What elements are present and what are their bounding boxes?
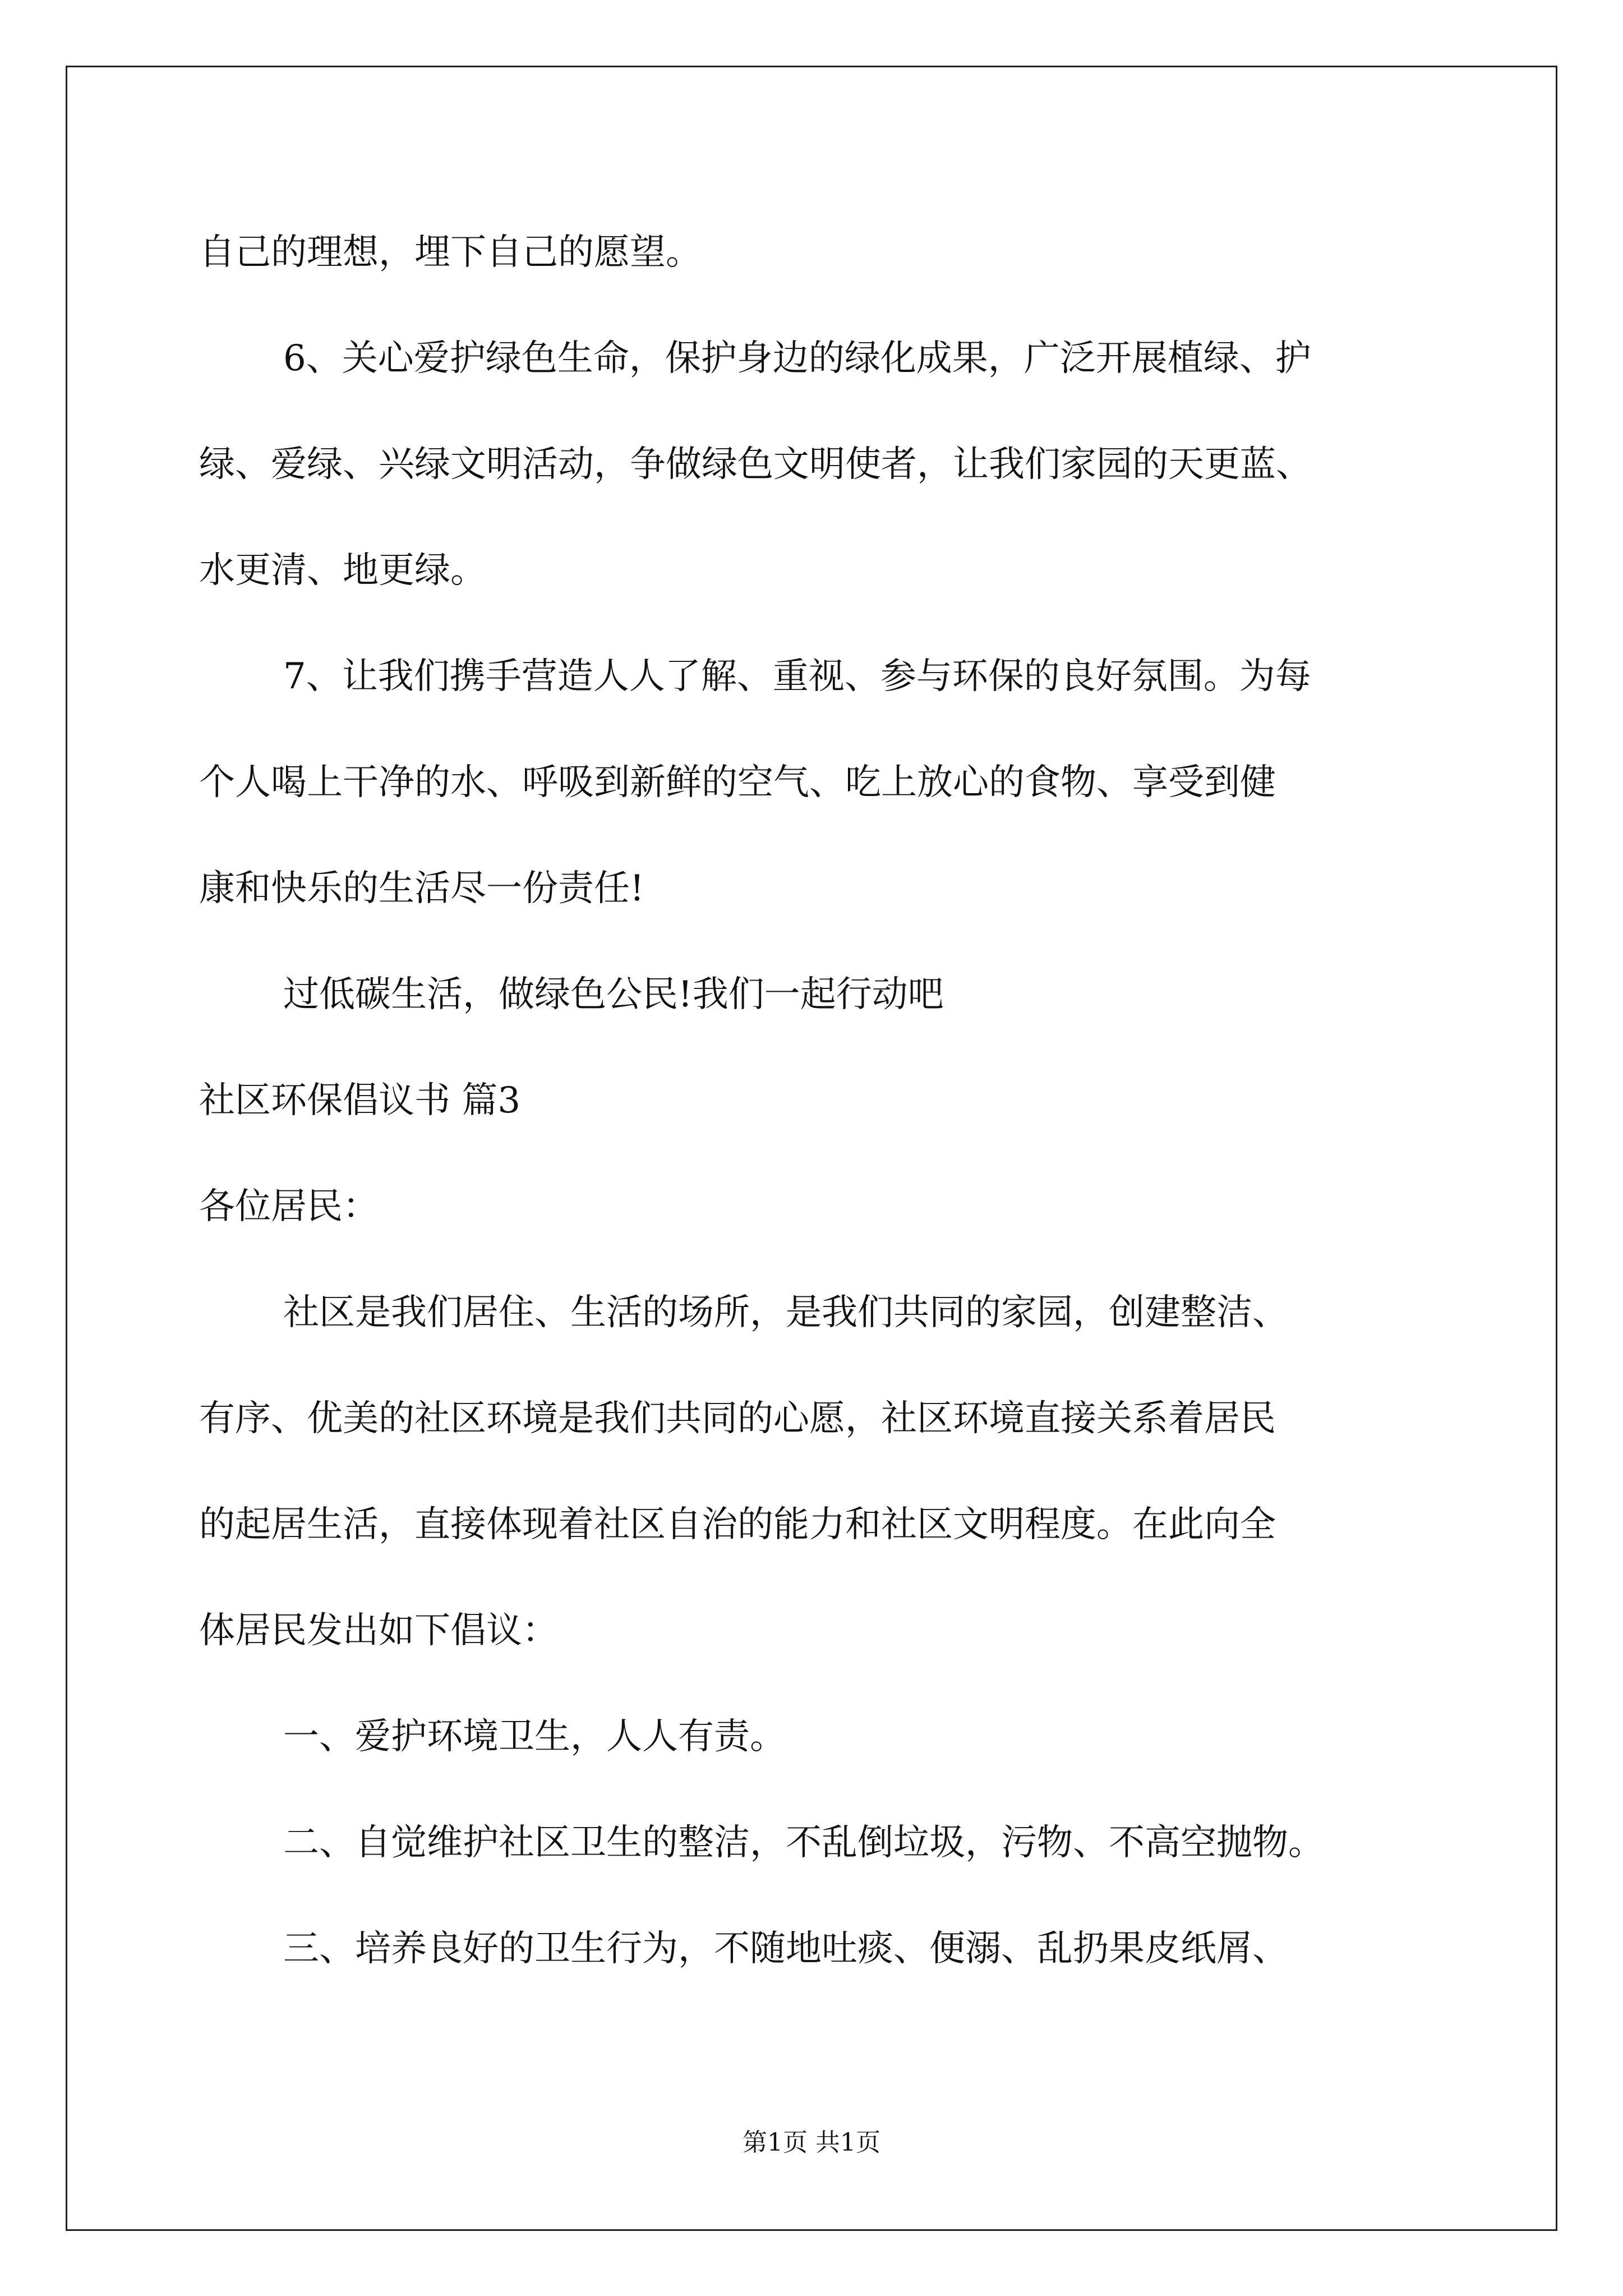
intro-line-3: 的起居生活，直接体现着社区自治的能力和社区文明程度。在此向全 bbox=[199, 1504, 1276, 1545]
page-footer: 第1页 共1页 bbox=[743, 2128, 880, 2157]
paragraph-7-line-1: 7、让我们携手营造人人了解、重视、参与环保的良好氛围。为每 bbox=[283, 656, 1311, 697]
intro-line-1: 社区是我们居住、生活的场所，是我们共同的家园，创建整洁、 bbox=[283, 1292, 1288, 1333]
closing-line: 过低碳生活，做绿色公民!我们一起行动吧 bbox=[283, 974, 944, 1015]
page-border bbox=[66, 66, 1557, 2231]
paragraph-6-line-3: 水更清、地更绿。 bbox=[199, 550, 486, 591]
paragraph-7-line-3: 康和快乐的生活尽一份责任! bbox=[199, 868, 644, 909]
paragraph-6-line-2: 绿、爱绿、兴绿文明活动，争做绿色文明使者，让我们家园的天更蓝、 bbox=[199, 444, 1312, 485]
proposal-item-2: 二、自觉维护社区卫生的整洁，不乱倒垃圾，污物、不高空抛物。 bbox=[283, 1822, 1324, 1864]
paragraph-6-line-1: 6、关心爱护绿色生命，保护身边的绿化成果，广泛开展植绿、护 bbox=[283, 338, 1311, 379]
section-title: 社区环保倡议书 篇3 bbox=[199, 1080, 521, 1121]
salutation: 各位居民： bbox=[199, 1186, 379, 1227]
intro-line-2: 有序、优美的社区环境是我们共同的心愿，社区环境直接关系着居民 bbox=[199, 1398, 1276, 1439]
proposal-item-3: 三、培养良好的卫生行为，不随地吐痰、便溺、乱扔果皮纸屑、 bbox=[283, 1928, 1288, 1970]
text-line: 自己的理想，埋下自己的愿望。 bbox=[199, 232, 702, 273]
paragraph-7-line-2: 个人喝上干净的水、呼吸到新鲜的空气、吃上放心的食物、享受到健 bbox=[199, 762, 1276, 803]
proposal-item-1: 一、爱护环境卫生，人人有责。 bbox=[283, 1716, 786, 1757]
intro-line-4: 体居民发出如下倡议： bbox=[199, 1610, 558, 1651]
